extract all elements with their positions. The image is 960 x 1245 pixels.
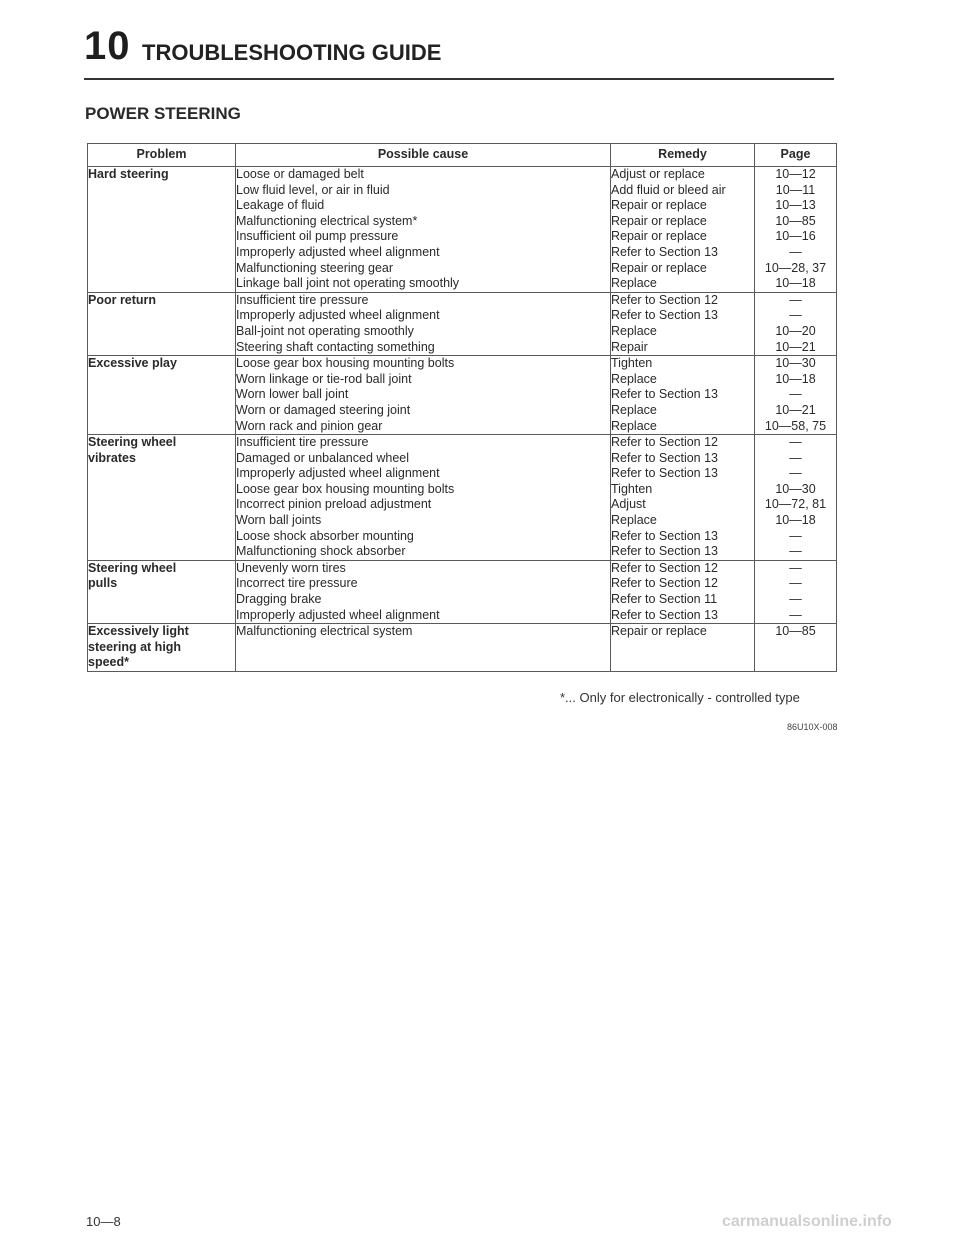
cause-line: Damaged or unbalanced wheel <box>236 450 410 465</box>
cause-line: Worn or damaged steering joint <box>236 402 411 417</box>
remedy-line: Replace <box>611 371 657 386</box>
remedy-line: Refer to Section 13 <box>611 544 719 559</box>
cause-line: Ball-joint not operating smoothly <box>236 323 414 338</box>
cause-line: Linkage ball joint not operating smoothly <box>236 276 460 291</box>
cause-line: Improperly adjusted wheel alignment <box>236 308 440 323</box>
remedy-line: Refer to Section 12 <box>611 560 719 575</box>
problem-line: speed* <box>88 655 129 670</box>
problem-cell <box>88 292 236 355</box>
page-ref: 10—30 <box>775 356 816 371</box>
remedy-cell <box>611 167 755 293</box>
problem-cell <box>88 624 236 672</box>
remedy-line: Adjust or replace <box>611 167 705 181</box>
page-ref: — <box>789 544 802 559</box>
figure-code: 86U10X-008 <box>787 722 838 732</box>
page-ref: 10—85 <box>775 213 816 228</box>
cause-line: Insufficient tire pressure <box>236 435 369 450</box>
page-ref: 10—11 <box>775 182 816 197</box>
table-row <box>88 624 837 672</box>
column-header-possible-cause: Possible cause <box>236 144 611 167</box>
section-title: TROUBLESHOOTING GUIDE <box>142 40 442 65</box>
remedy-line: Replace <box>611 276 657 291</box>
table-row <box>88 435 837 561</box>
remedy-line: Refer to Section 13 <box>611 387 719 402</box>
remedy-line: Repair or replace <box>611 229 707 244</box>
problem-line: steering at high <box>88 639 182 654</box>
problem-line: Poor return <box>88 292 157 307</box>
cause-line: Worn lower ball joint <box>236 387 349 402</box>
remedy-line: Refer to Section 13 <box>611 607 719 622</box>
table-row <box>88 292 837 355</box>
problem-cell <box>88 560 236 623</box>
page-ref: 10—58, 75 <box>764 418 827 433</box>
cause-line: Improperly adjusted wheel alignment <box>236 466 440 481</box>
remedy-line: Repair or replace <box>611 624 707 639</box>
remedy-line: Tighten <box>611 356 653 371</box>
cause-line: Loose or damaged belt <box>236 167 364 181</box>
subsection-title: POWER STEERING <box>85 104 241 123</box>
page-ref: — <box>789 560 802 575</box>
remedy-cell <box>611 356 755 435</box>
remedy-line: Replace <box>611 323 657 338</box>
page-ref: — <box>789 244 802 259</box>
page-ref: 10—18 <box>775 371 816 386</box>
remedy-cell <box>611 435 755 561</box>
troubleshooting-table <box>87 143 837 672</box>
cause-cell <box>236 167 611 293</box>
problem-cell <box>88 435 236 561</box>
page-cell <box>755 435 837 561</box>
page-ref: 10—21 <box>775 339 816 354</box>
remedy-line: Repair or replace <box>611 213 707 228</box>
cause-line: Malfunctioning electrical system* <box>236 213 418 228</box>
remedy-cell <box>611 292 755 355</box>
table-row <box>88 167 837 293</box>
page-ref: 10—18 <box>775 276 816 291</box>
page-ref: 10—72, 81 <box>764 497 827 512</box>
cause-cell <box>236 292 611 355</box>
remedy-line: Repair or replace <box>611 198 707 213</box>
table-row <box>88 560 837 623</box>
problem-cell <box>88 167 236 293</box>
remedy-cell <box>611 560 755 623</box>
page-ref: 10—12 <box>775 167 816 181</box>
remedy-line: Refer to Section 13 <box>611 244 719 259</box>
cause-line: Unevenly worn tires <box>236 560 346 575</box>
remedy-line: Refer to Section 13 <box>611 450 719 465</box>
cause-line: Loose gear box housing mounting bolts <box>236 356 455 371</box>
remedy-line: Refer to Section 12 <box>611 292 719 307</box>
problem-line: Excessively light <box>88 624 189 639</box>
cause-line: Leakage of fluid <box>236 198 325 213</box>
problem-line: Steering wheel <box>88 435 177 450</box>
cause-line: Malfunctioning shock absorber <box>236 544 406 559</box>
page-ref: 10—18 <box>775 513 816 528</box>
cause-line: Improperly adjusted wheel alignment <box>236 244 440 259</box>
cause-cell <box>236 356 611 435</box>
page-ref: — <box>789 528 802 543</box>
remedy-cell <box>611 624 755 672</box>
column-header-page: Page <box>755 144 837 167</box>
remedy-line: Refer to Section 12 <box>611 435 719 450</box>
table-body <box>88 167 837 672</box>
page-ref: 10—13 <box>775 198 816 213</box>
column-header-problem: Problem <box>88 144 236 167</box>
page-cell <box>755 167 837 293</box>
cause-line: Malfunctioning steering gear <box>236 260 394 275</box>
page-ref: 10—85 <box>775 624 816 639</box>
page-ref: — <box>789 292 802 307</box>
cause-line: Incorrect pinion preload adjustment <box>236 497 432 512</box>
page-ref: 10—30 <box>775 481 816 496</box>
cause-line: Worn linkage or tie-rod ball joint <box>236 371 412 386</box>
page-ref: — <box>789 592 802 607</box>
cause-cell <box>236 624 611 672</box>
header-rule <box>84 78 834 80</box>
watermark: carmanualsonline.info <box>722 1213 892 1230</box>
page-ref: 10—16 <box>775 229 816 244</box>
problem-line: Hard steering <box>88 167 169 181</box>
problem-line: pulls <box>88 576 118 591</box>
footnote: *... Only for electronically - controlled type <box>560 690 800 705</box>
page-cell <box>755 560 837 623</box>
cause-line: Insufficient tire pressure <box>236 292 369 307</box>
cause-line: Loose gear box housing mounting bolts <box>236 481 455 496</box>
page-cell <box>755 292 837 355</box>
remedy-line: Tighten <box>611 481 653 496</box>
remedy-line: Replace <box>611 418 657 433</box>
remedy-line: Adjust <box>611 497 646 512</box>
cause-line: Steering shaft contacting something <box>236 339 435 354</box>
table-row <box>88 356 837 435</box>
cause-line: Dragging brake <box>236 592 322 607</box>
problem-line: Excessive play <box>88 356 177 371</box>
page-number: 10—8 <box>86 1214 121 1229</box>
page-ref: — <box>789 308 802 323</box>
cause-line: Insufficient oil pump pressure <box>236 229 399 244</box>
page-ref: — <box>789 387 802 402</box>
remedy-line: Repair <box>611 339 648 354</box>
cause-line: Loose shock absorber mounting <box>236 528 414 543</box>
cause-line: Worn rack and pinion gear <box>236 418 383 433</box>
remedy-line: Refer to Section 11 <box>611 592 718 607</box>
section-number: 10 <box>84 24 131 68</box>
remedy-line: Replace <box>611 513 657 528</box>
page-ref: 10—20 <box>775 323 816 338</box>
problem-cell <box>88 356 236 435</box>
remedy-line: Refer to Section 13 <box>611 308 719 323</box>
remedy-line: Add fluid or bleed air <box>611 182 726 197</box>
cause-line: Malfunctioning electrical system <box>236 624 413 639</box>
cause-line: Improperly adjusted wheel alignment <box>236 607 440 622</box>
table-header-row <box>88 144 837 167</box>
page-header <box>84 24 834 80</box>
page-ref: 10—21 <box>775 402 816 417</box>
remedy-line: Repair or replace <box>611 260 707 275</box>
remedy-line: Refer to Section 13 <box>611 528 719 543</box>
cause-cell <box>236 560 611 623</box>
cause-line: Incorrect tire pressure <box>236 576 358 591</box>
page-ref: — <box>789 466 802 481</box>
remedy-line: Replace <box>611 402 657 417</box>
page-cell <box>755 356 837 435</box>
page-ref: — <box>789 450 802 465</box>
column-header-remedy: Remedy <box>611 144 755 167</box>
page-ref: — <box>789 435 802 450</box>
cause-line: Low fluid level, or air in fluid <box>236 182 390 197</box>
problem-line: vibrates <box>88 450 136 465</box>
page-ref: 10—28, 37 <box>764 260 827 275</box>
remedy-line: Refer to Section 12 <box>611 576 719 591</box>
remedy-line: Refer to Section 13 <box>611 466 719 481</box>
cause-cell <box>236 435 611 561</box>
page-ref: — <box>789 607 802 622</box>
cause-line: Worn ball joints <box>236 513 322 528</box>
page-cell <box>755 624 837 672</box>
page-ref: — <box>789 576 802 591</box>
problem-line: Steering wheel <box>88 560 177 575</box>
